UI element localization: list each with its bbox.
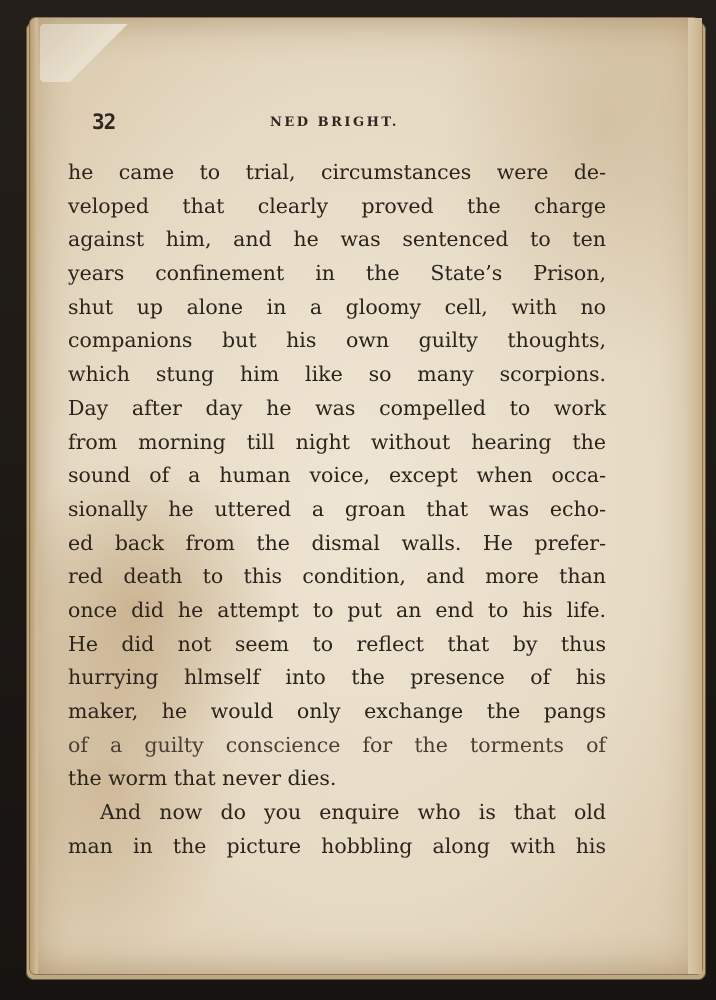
- text-line: against him, and he was sentenced to ten: [68, 227, 606, 252]
- text-line: he came to trial, circumstances were de-: [68, 160, 606, 184]
- text-line: shut up alone in a gloomy cell, with no: [68, 294, 606, 319]
- text-line: once did he attempt to put an end to his life.: [68, 597, 606, 622]
- text-line: man in the picture hobbling along with his: [68, 833, 606, 858]
- body-text: [68, 156, 606, 863]
- text-line: years confinement in the State’s Prison,: [68, 261, 606, 286]
- page-header: [92, 110, 612, 140]
- page-right-edge: [688, 18, 702, 974]
- text-line: which stung him like so many scorpions.: [68, 362, 606, 387]
- text-line: maker, he would only exchange the pangs: [68, 699, 606, 723]
- text-line: companions but his own guilty thoughts,: [68, 328, 606, 353]
- text-line: sionally he uttered a groan that was echo-: [68, 496, 606, 521]
- running-head: NED BRIGHT.: [270, 115, 399, 130]
- text-line: of a guilty conscience for the torments of: [68, 732, 606, 757]
- text-line: Day after day he was compelled to work: [68, 395, 606, 420]
- text-line: veloped that clearly proved the charge: [68, 193, 606, 218]
- page-left-edge: [30, 18, 38, 974]
- folded-corner: [40, 24, 140, 82]
- text-line: from morning till night without hearing the: [68, 429, 606, 454]
- book-page: [30, 18, 702, 974]
- text-line: sound of a human voice, except when occa-: [68, 463, 606, 488]
- text-line: hurrying hlmself into the presence of his: [68, 665, 606, 690]
- text-line: He did not seem to reflect that by thus: [68, 631, 606, 656]
- text-line: And now do you enquire who is that old: [100, 800, 606, 825]
- text-line: the worm that never dies.: [68, 766, 337, 791]
- text-line: red death to this condition, and more than: [68, 564, 606, 589]
- page-number: 32: [92, 110, 116, 134]
- text-line: ed back from the dismal walls. He prefer-: [68, 530, 606, 555]
